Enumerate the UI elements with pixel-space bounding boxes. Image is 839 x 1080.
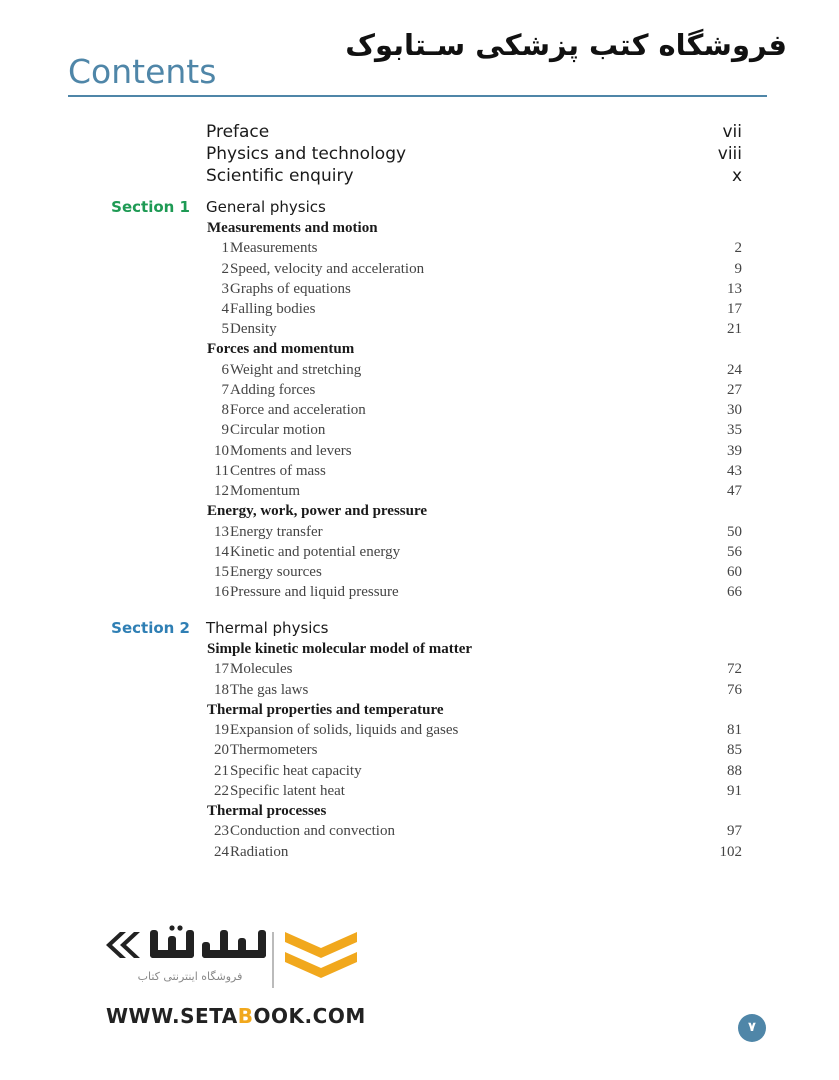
store-header: فروشگاه کتب پزشکی سـتابوک <box>345 28 787 62</box>
chapter-number: 11 <box>214 462 229 479</box>
chapter-row <box>206 763 742 783</box>
front-matter-page: vii <box>722 122 742 142</box>
chapter-title: Moments and levers <box>230 442 352 459</box>
chapter-row <box>206 240 742 260</box>
chapter-row <box>206 321 742 341</box>
chapter-page: 39 <box>727 442 742 459</box>
chapter-page: 9 <box>734 260 742 277</box>
chapter-number: 4 <box>221 301 229 317</box>
chapter-number: 21 <box>214 762 229 779</box>
chapter-row <box>206 422 742 442</box>
chapter-row <box>206 362 742 382</box>
chapter-title: Centres of mass <box>230 462 326 479</box>
chapter-number: 8 <box>221 402 229 419</box>
front-matter-row <box>206 144 742 166</box>
chapter-number: 3 <box>221 280 229 297</box>
chapter-title: Circular motion <box>230 422 326 439</box>
url-suffix: OOK.COM <box>253 1004 366 1028</box>
chapter-page: 76 <box>727 681 742 698</box>
chapter-number: 23 <box>214 823 229 840</box>
chapter-number: 7 <box>221 382 229 398</box>
website-url <box>106 1004 366 1028</box>
front-matter-label: Physics and technology <box>206 144 407 164</box>
chapter-page: 35 <box>727 422 742 439</box>
chapter-row <box>206 261 742 281</box>
chapter-number: 17 <box>214 661 229 678</box>
logo-divider <box>272 932 274 988</box>
chapter-row <box>206 382 742 402</box>
chapter-title: Thermometers <box>230 742 318 759</box>
page-title: Contents <box>68 52 217 91</box>
chapter-number: 19 <box>214 722 229 739</box>
chapter-page: 30 <box>727 402 742 419</box>
front-matter-label: Preface <box>206 122 270 142</box>
chapter-title: Speed, velocity and acceleration <box>230 260 425 277</box>
chapter-page: 24 <box>727 361 742 378</box>
chapter-title: Energy transfer <box>230 523 323 540</box>
chapter-number: 24 <box>214 843 229 860</box>
chapter-page: 81 <box>727 722 742 739</box>
front-matter-page: viii <box>717 144 742 164</box>
group-heading: Measurements and motion <box>207 220 378 236</box>
chapter-number: 2 <box>221 260 229 277</box>
group-heading: Thermal processes <box>207 803 327 819</box>
chapter-title: Weight and stretching <box>230 361 362 378</box>
url-accent: B <box>237 1004 254 1028</box>
chapter-row <box>206 301 742 321</box>
url-prefix: WWW.SETA <box>106 1004 238 1028</box>
chapter-title: Expansion of solids, liquids and gases <box>230 722 459 739</box>
chapter-title: Falling bodies <box>230 301 316 317</box>
chapter-row <box>206 443 742 463</box>
setabook-logo-icon <box>102 924 272 966</box>
chapter-row <box>206 281 742 301</box>
chapter-page: 27 <box>727 382 742 398</box>
chapter-title: Kinetic and potential energy <box>230 543 401 560</box>
front-matter-label: Scientific enquiry <box>206 166 354 186</box>
chapter-row <box>206 742 742 762</box>
chapter-number: 12 <box>214 483 229 499</box>
chapter-page: 88 <box>727 762 742 779</box>
chapter-number: 20 <box>214 742 229 759</box>
chapter-number: 16 <box>214 584 229 601</box>
chapter-title: The gas laws <box>230 681 309 698</box>
chapter-number: 6 <box>221 361 229 378</box>
chapter-number: 15 <box>214 564 229 580</box>
chapter-title: Energy sources <box>230 564 322 580</box>
group-heading: Thermal properties and temperature <box>207 701 444 718</box>
chapter-title: Density <box>230 321 277 338</box>
title-rule <box>68 95 767 97</box>
section-number: Section 2 <box>111 619 190 637</box>
chapter-row <box>206 682 742 702</box>
chapter-page: 13 <box>727 280 742 297</box>
section-title: General physics <box>206 198 326 216</box>
chapter-row <box>206 544 742 564</box>
chapter-row <box>206 564 742 584</box>
chapter-title: Molecules <box>230 661 293 678</box>
chapter-number: 5 <box>221 321 229 338</box>
logo-subtitle: فروشگاه اینترنتی کتاب <box>137 970 243 983</box>
chapter-number: 9 <box>221 422 229 439</box>
chapter-title: Momentum <box>230 483 300 499</box>
chapter-title: Specific latent heat <box>230 782 345 799</box>
chapter-row <box>206 483 742 503</box>
chapter-title: Pressure and liquid pressure <box>230 584 399 601</box>
chevron-stack-icon <box>281 926 361 986</box>
chapter-title: Conduction and convection <box>230 823 395 840</box>
chapter-row <box>206 524 742 544</box>
page-number-badge: ۷ <box>738 1014 766 1042</box>
group-heading: Simple kinetic molecular model of matter <box>207 641 473 657</box>
front-matter-page: x <box>731 166 742 186</box>
chapter-number: 10 <box>214 442 229 459</box>
chapter-number: 1 <box>221 240 229 257</box>
chapter-number: 13 <box>214 523 229 540</box>
chapter-row <box>206 661 742 681</box>
chapter-title: Radiation <box>230 843 289 860</box>
chapter-page: 47 <box>727 483 742 499</box>
group-heading: Forces and momentum <box>207 341 355 358</box>
chapter-page: 97 <box>727 823 742 840</box>
chapter-title: Graphs of equations <box>230 280 351 297</box>
chapter-page: 17 <box>727 301 742 317</box>
group-heading: Energy, work, power and pressure <box>207 503 428 520</box>
chapter-page: 43 <box>727 462 742 479</box>
chapter-title: Force and acceleration <box>230 402 366 419</box>
chapter-page: 50 <box>727 523 742 540</box>
chapter-page: 102 <box>719 843 742 860</box>
chapter-number: 18 <box>214 681 229 698</box>
chapter-page: 21 <box>727 321 742 338</box>
section-number: Section 1 <box>111 198 190 216</box>
chapter-row <box>206 463 742 483</box>
chapter-number: 14 <box>214 543 229 560</box>
chapter-row <box>206 402 742 422</box>
chapter-page: 56 <box>727 543 742 560</box>
chapter-page: 85 <box>727 742 742 759</box>
chapter-row <box>206 722 742 742</box>
chapter-page: 2 <box>734 240 742 257</box>
chapter-page: 72 <box>727 661 742 678</box>
front-matter-row <box>206 122 742 144</box>
section-title: Thermal physics <box>206 619 329 637</box>
chapter-row <box>206 844 742 864</box>
chapter-number: 22 <box>214 782 229 799</box>
chapter-row <box>206 823 742 843</box>
chapter-row <box>206 584 742 604</box>
chapter-title: Measurements <box>230 240 318 257</box>
chapter-title: Adding forces <box>230 382 316 398</box>
chapter-page: 60 <box>727 564 742 580</box>
chapter-row <box>206 783 742 803</box>
chapter-page: 91 <box>727 782 742 799</box>
front-matter-row <box>206 166 742 188</box>
chapter-title: Specific heat capacity <box>230 762 362 779</box>
chapter-page: 66 <box>727 584 742 601</box>
